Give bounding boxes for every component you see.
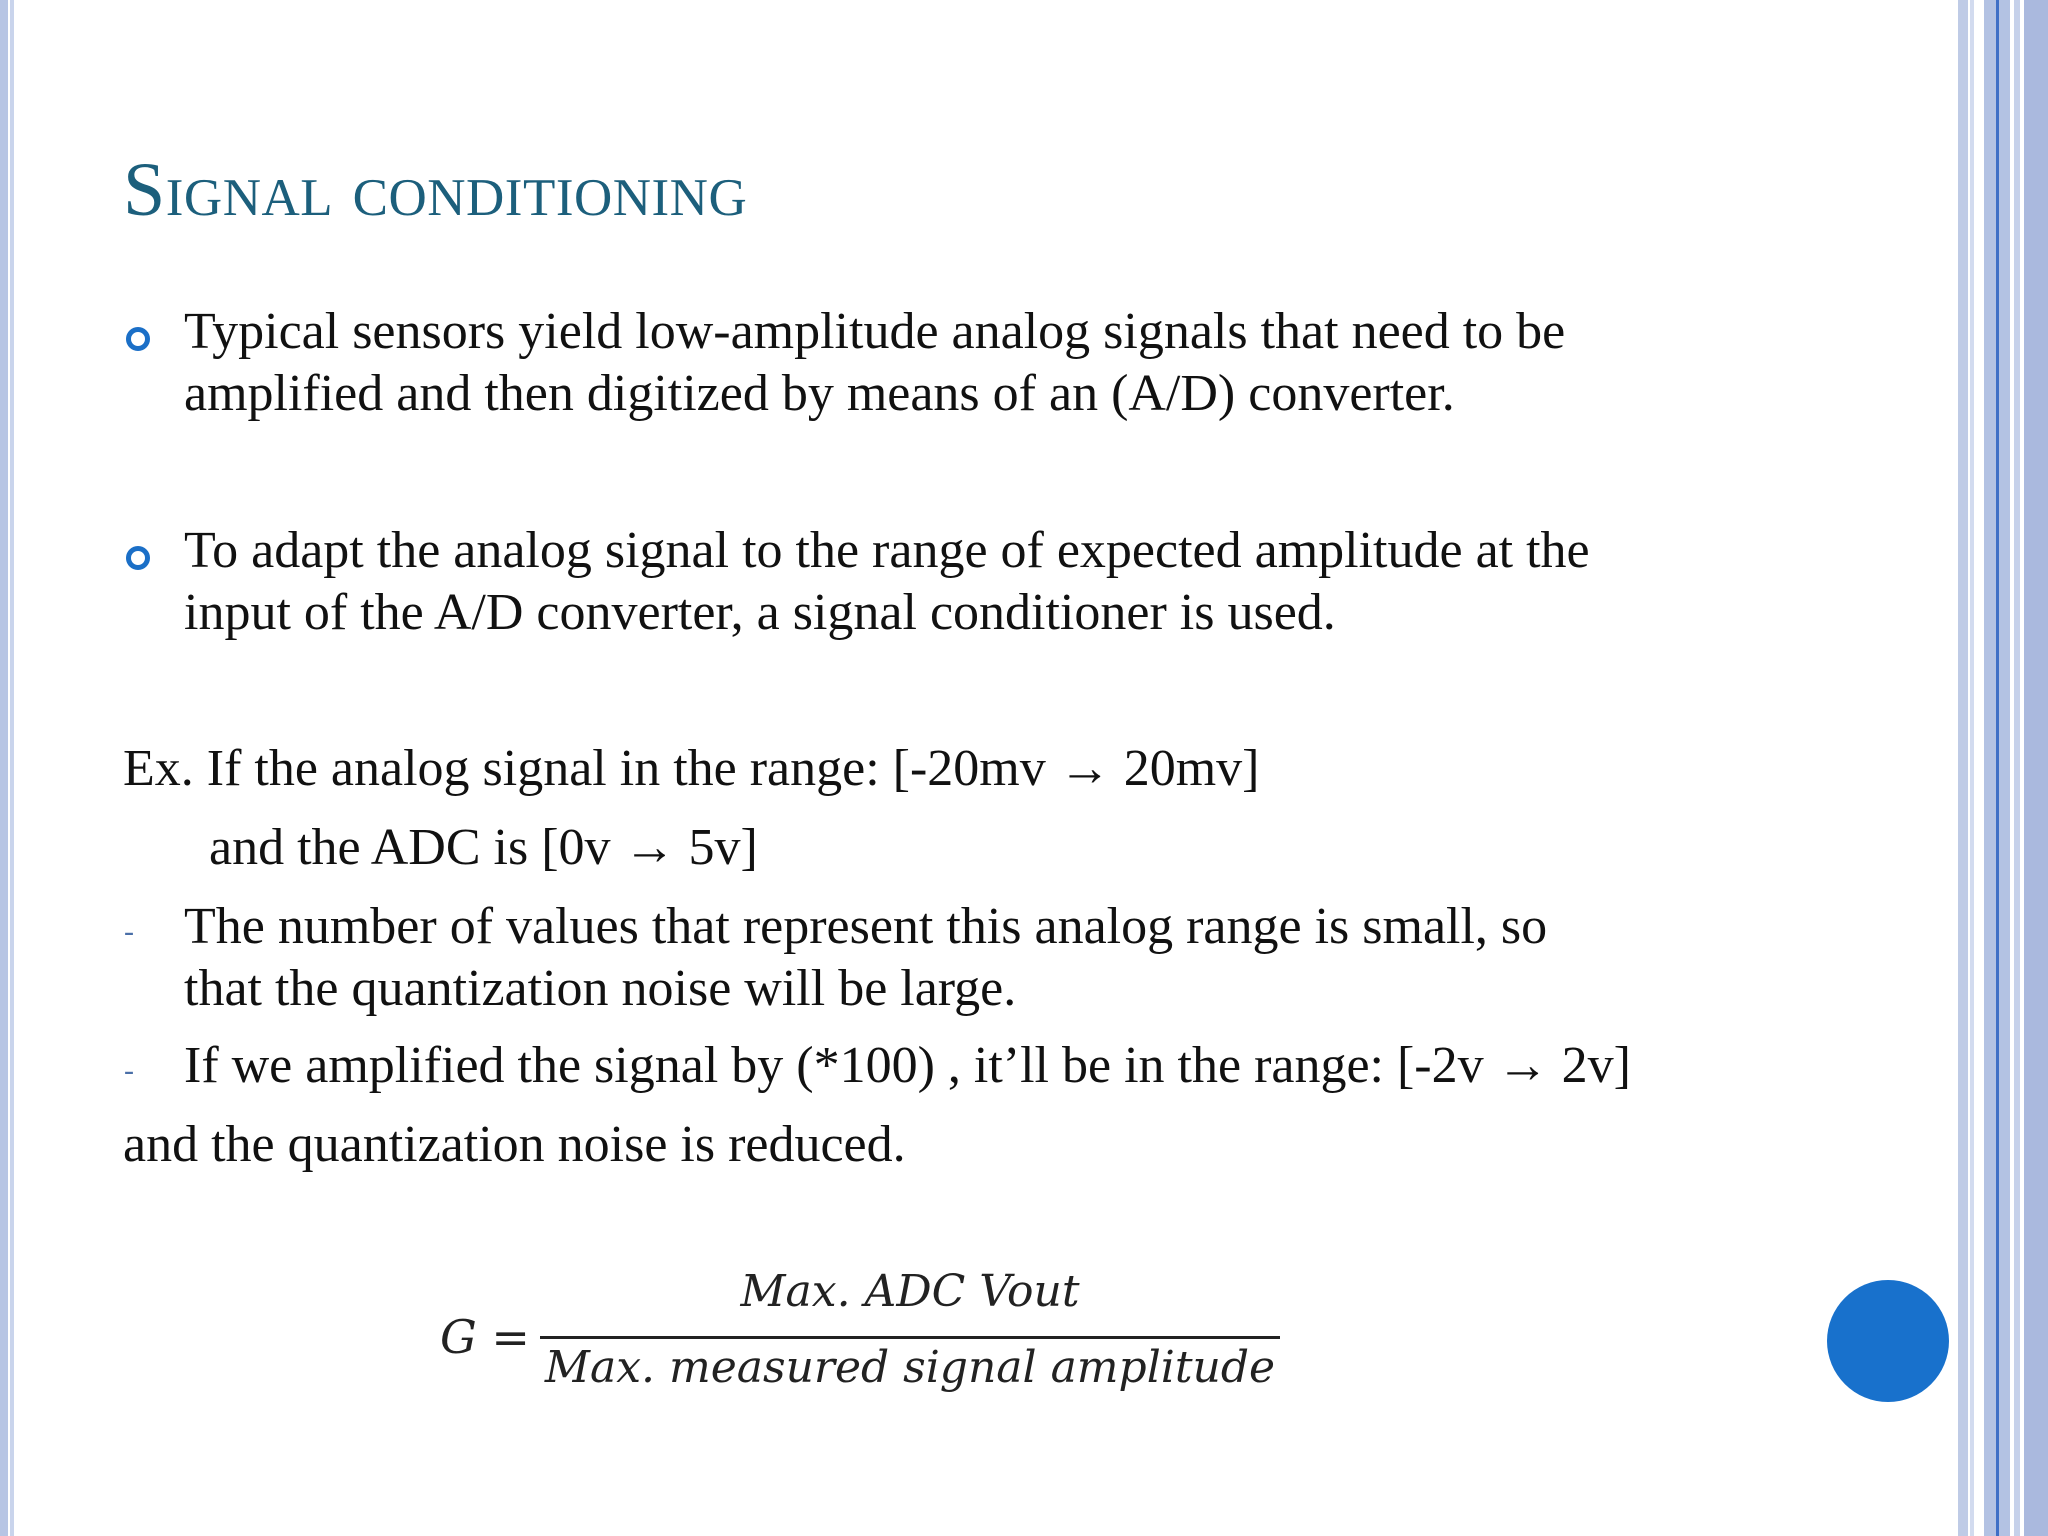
dash-text-line: that the quantization noise will be large. [184, 960, 1017, 1017]
formula-numerator: Max. ADC Vout [740, 1266, 1080, 1317]
dash-marker: - [124, 915, 134, 948]
right-border-stripe-4 [1996, 0, 1999, 1536]
left-border-stripe-inner [10, 0, 14, 1536]
hollow-circle-bullet-icon [126, 546, 150, 570]
example-line: and the quantization noise is reduced. [123, 1116, 906, 1173]
formula-fraction-bar [540, 1336, 1280, 1339]
example-line: Ex. If the analog signal in the range: [-20mv → 20mv] [123, 740, 1260, 797]
slide-title: Signal conditioning [123, 148, 748, 232]
dash-text-line: If we amplified the signal by (*100) , it’ll be in the range: [-2v → 2v] [184, 1037, 1631, 1094]
gain-formula [440, 1262, 1320, 1402]
bullet-text-line: Typical sensors yield low-amplitude analog signals that need to be [184, 303, 1566, 360]
left-border-stripe [0, 0, 8, 1536]
bullet-text-line: amplified and then digitized by means of an (A/D) converter. [184, 365, 1455, 422]
formula-lhs: G = [440, 1310, 530, 1364]
example-line-indented: and the ADC is [0v → 5v] [209, 819, 758, 876]
filled-circle-nav-icon[interactable] [1827, 1280, 1949, 1402]
right-border-stripe-5 [2014, 0, 2020, 1536]
bullet-text-line: input of the A/D converter, a signal conditioner is used. [184, 584, 1336, 641]
right-border-stripe-1 [1958, 0, 1968, 1536]
right-border-stripe-2 [1970, 0, 1974, 1536]
dash-marker: - [124, 1054, 134, 1087]
right-border-stripe-6 [2024, 0, 2048, 1536]
hollow-circle-bullet-icon [126, 327, 150, 351]
dash-text-line: The number of values that represent this analog range is small, so [184, 898, 1548, 955]
bullet-text-line: To adapt the analog signal to the range of expected amplitude at the [184, 522, 1590, 579]
formula-denominator: Max. measured signal amplitude [544, 1342, 1276, 1393]
